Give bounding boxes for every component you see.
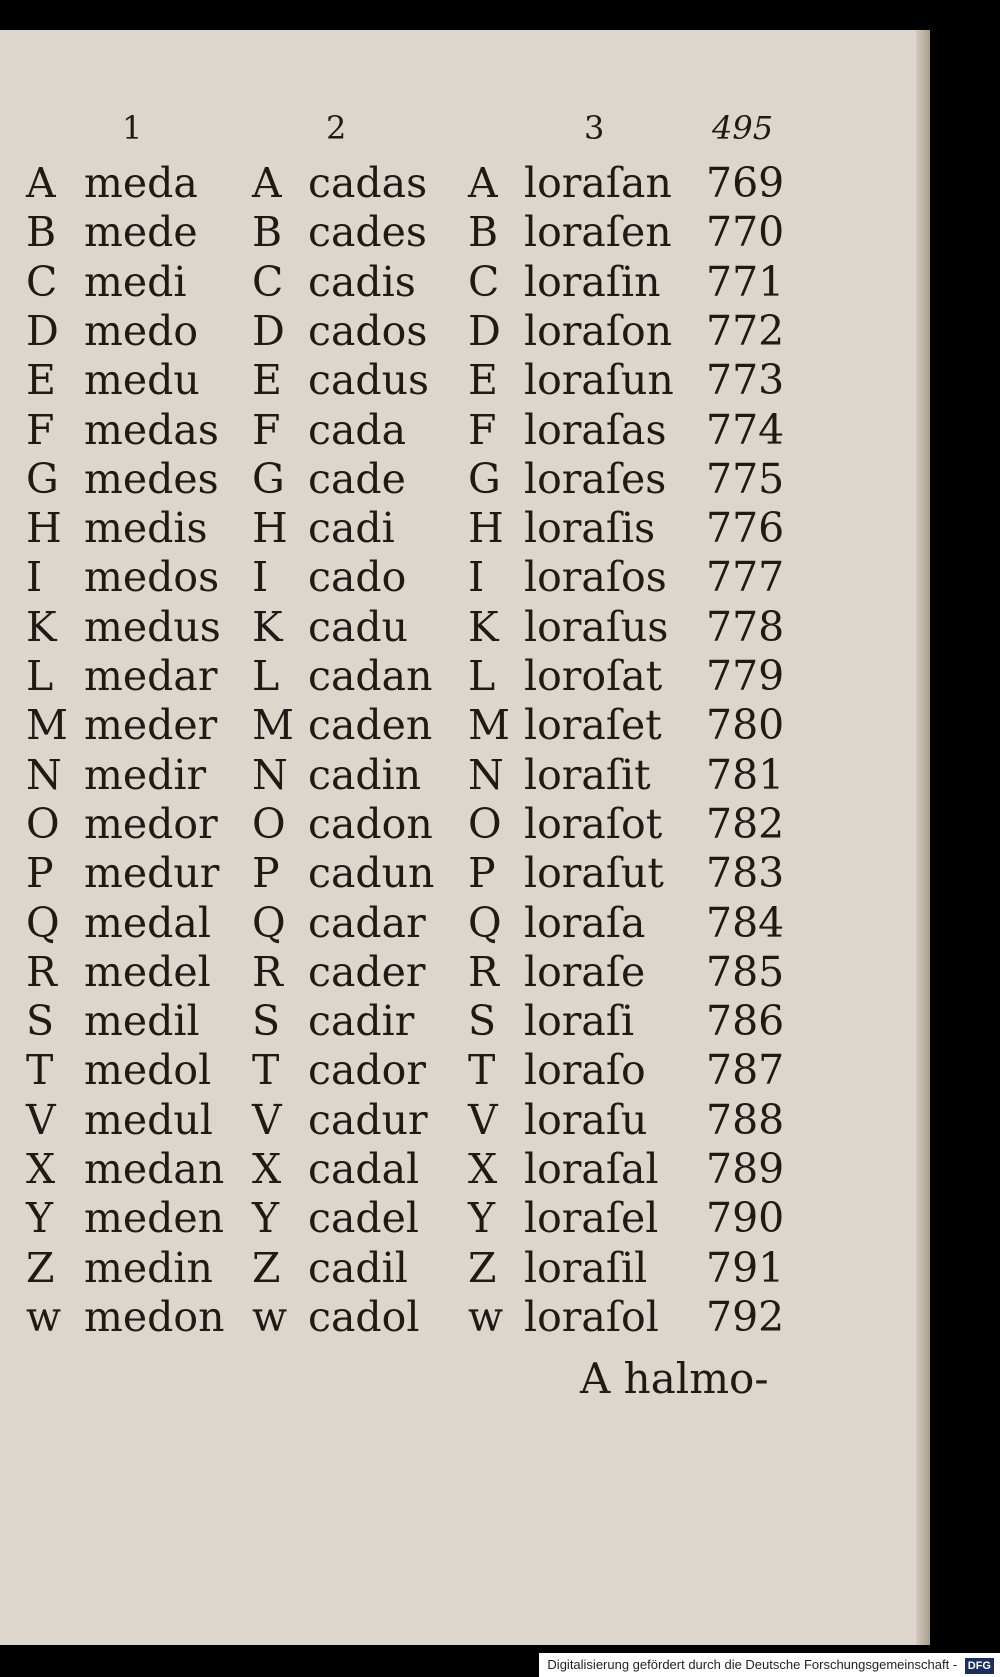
word-col-2: cadol [308, 1293, 420, 1341]
page-number: 495 [712, 109, 774, 147]
letter-col-2: B [252, 208, 283, 256]
word-col-3: loraſel [524, 1194, 659, 1242]
letter-col-2: I [252, 553, 269, 601]
word-col-1: mede [84, 208, 198, 256]
word-col-2: cadel [308, 1194, 420, 1242]
number-col: 780 [706, 701, 785, 749]
word-col-1: medo [84, 307, 199, 355]
word-col-3: loraſot [524, 800, 663, 848]
letter-col-3: O [468, 800, 502, 848]
word-col-3: loraſen [524, 208, 672, 256]
letter-col-1: R [26, 948, 57, 996]
word-col-2: cadas [308, 159, 428, 207]
letter-col-2: X [252, 1145, 282, 1193]
word-col-1: meder [84, 701, 218, 749]
column-number-3: 3 [584, 109, 605, 147]
word-col-1: medan [84, 1145, 225, 1193]
word-col-2: cador [308, 1046, 426, 1094]
word-col-3: loraſal [524, 1145, 659, 1193]
letter-col-3: S [468, 997, 497, 1045]
word-col-2: cadon [308, 800, 433, 848]
table-row [0, 503, 930, 553]
number-col: 774 [706, 406, 785, 454]
number-col: 788 [706, 1096, 785, 1144]
table-row [0, 700, 930, 750]
number-col: 777 [706, 553, 785, 601]
word-col-3: loraſas [524, 406, 667, 454]
number-col: 776 [706, 504, 785, 552]
letter-col-2: M [252, 701, 294, 749]
table-row [0, 454, 930, 504]
word-col-2: cade [308, 455, 406, 503]
letter-col-2: D [252, 307, 285, 355]
word-col-1: medir [84, 751, 207, 799]
number-col: 787 [706, 1046, 785, 1094]
word-col-3: loraſo [524, 1046, 646, 1094]
letter-col-1: C [26, 258, 58, 306]
table-row [0, 651, 930, 701]
table-row [0, 306, 930, 356]
letter-col-3: K [468, 603, 499, 651]
word-col-1: medes [84, 455, 219, 503]
letter-col-2: O [252, 800, 286, 848]
word-col-3: loraſil [524, 1244, 648, 1292]
digitization-credit [539, 1653, 1000, 1677]
letter-col-3: H [468, 504, 504, 552]
word-col-3: loraſis [524, 504, 656, 552]
word-col-2: cadi [308, 504, 395, 552]
word-col-1: medor [84, 800, 218, 848]
letter-col-2: N [252, 751, 288, 799]
word-col-1: medal [84, 899, 211, 947]
credit-text: Digitalisierung gefördert durch die Deutsche Forschungsgemeinschaft - [547, 1657, 958, 1672]
table-row [0, 1095, 930, 1145]
letter-col-1: S [26, 997, 55, 1045]
letter-col-2: S [252, 997, 281, 1045]
table-row [0, 1193, 930, 1243]
letter-col-1: M [26, 701, 68, 749]
table-row [0, 158, 930, 208]
word-col-2: cadil [308, 1244, 408, 1292]
word-col-1: medus [84, 603, 221, 651]
letter-col-1: O [26, 800, 60, 848]
letter-col-1: P [26, 849, 54, 897]
letter-col-3: T [468, 1046, 496, 1094]
letter-col-3: w [468, 1293, 504, 1341]
letter-col-3: B [468, 208, 499, 256]
letter-col-2: A [252, 159, 282, 207]
letter-col-2: H [252, 504, 288, 552]
letter-col-2: R [252, 948, 283, 996]
word-col-3: loraſin [524, 258, 661, 306]
letter-col-2: T [252, 1046, 280, 1094]
number-col: 771 [706, 258, 785, 306]
number-col: 781 [706, 751, 785, 799]
letter-col-2: L [252, 652, 280, 700]
word-col-2: caden [308, 701, 433, 749]
number-col: 769 [706, 159, 785, 207]
word-col-2: cadal [308, 1145, 420, 1193]
word-col-1: medis [84, 504, 208, 552]
number-col: 783 [706, 849, 785, 897]
letter-col-3: I [468, 553, 485, 601]
word-col-2: cadin [308, 751, 422, 799]
dfg-logo-icon: DFG [965, 1658, 994, 1674]
letter-col-1: Q [26, 899, 60, 947]
word-col-2: cadun [308, 849, 435, 897]
word-col-1: meden [84, 1194, 225, 1242]
word-col-2: cades [308, 208, 427, 256]
letter-col-1: Z [26, 1244, 55, 1292]
letter-col-2: P [252, 849, 280, 897]
letter-col-3: M [468, 701, 510, 749]
letter-col-2: G [252, 455, 285, 503]
number-col: 790 [706, 1194, 785, 1242]
letter-col-3: V [468, 1096, 498, 1144]
letter-col-3: R [468, 948, 499, 996]
table-row [0, 405, 930, 455]
word-col-2: cadar [308, 899, 426, 947]
letter-col-1: E [26, 356, 56, 404]
letter-col-2: w [252, 1293, 288, 1341]
letter-col-2: F [252, 406, 281, 454]
word-col-2: cader [308, 948, 426, 996]
word-col-1: meda [84, 159, 198, 207]
letter-col-1: L [26, 652, 54, 700]
table-row [0, 799, 930, 849]
letter-col-3: G [468, 455, 501, 503]
letter-col-2: V [252, 1096, 282, 1144]
word-col-3: loraſit [524, 751, 651, 799]
word-col-3: loraſun [524, 356, 674, 404]
number-col: 791 [706, 1244, 785, 1292]
letter-col-3: Z [468, 1244, 497, 1292]
word-col-3: loraſus [524, 603, 669, 651]
letter-col-2: K [252, 603, 283, 651]
word-col-3: loroſat [524, 652, 663, 700]
letter-col-3: F [468, 406, 497, 454]
word-col-3: loraſu [524, 1096, 648, 1144]
number-col: 782 [706, 800, 785, 848]
letter-col-3: X [468, 1145, 498, 1193]
number-col: 792 [706, 1293, 785, 1341]
number-col: 778 [706, 603, 785, 651]
letter-col-3: P [468, 849, 496, 897]
word-col-3: loraſan [524, 159, 672, 207]
word-col-2: cadu [308, 603, 409, 651]
letter-col-3: Q [468, 899, 502, 947]
column-number-1: 1 [122, 109, 143, 147]
table-row [0, 947, 930, 997]
letter-col-3: Y [468, 1194, 496, 1242]
table-row [0, 848, 930, 898]
letter-col-3: N [468, 751, 504, 799]
column-number-2: 2 [326, 109, 347, 147]
word-col-2: cadir [308, 997, 415, 1045]
word-col-2: cado [308, 553, 407, 601]
letter-col-1: A [26, 159, 56, 207]
letter-col-1: Y [26, 1194, 54, 1242]
number-col: 772 [706, 307, 785, 355]
letter-col-2: C [252, 258, 284, 306]
word-col-3: loraſe [524, 948, 646, 996]
word-col-3: loraſon [524, 307, 673, 355]
letter-col-1: w [26, 1293, 62, 1341]
letter-col-3: C [468, 258, 500, 306]
letter-col-2: Q [252, 899, 286, 947]
letter-col-1: F [26, 406, 55, 454]
catchword: A halmo- [580, 1354, 769, 1403]
column-header-row [0, 103, 930, 153]
word-col-1: medur [84, 849, 220, 897]
letter-col-3: L [468, 652, 496, 700]
number-col: 773 [706, 356, 785, 404]
table-row [0, 207, 930, 257]
word-col-3: loraſi [524, 997, 635, 1045]
word-col-1: medul [84, 1096, 213, 1144]
word-col-1: medos [84, 553, 220, 601]
letter-col-2: Y [252, 1194, 280, 1242]
word-col-1: medar [84, 652, 218, 700]
letter-col-1: T [26, 1046, 54, 1094]
word-col-2: cadur [308, 1096, 428, 1144]
word-col-1: medol [84, 1046, 212, 1094]
letter-col-1: V [26, 1096, 56, 1144]
table-row [0, 1292, 930, 1342]
number-col: 785 [706, 948, 785, 996]
number-col: 786 [706, 997, 785, 1045]
table-row [0, 750, 930, 800]
number-col: 784 [706, 899, 785, 947]
word-col-3: loraſol [524, 1293, 659, 1341]
word-col-1: medas [84, 406, 219, 454]
word-col-2: cados [308, 307, 428, 355]
letter-col-2: Z [252, 1244, 281, 1292]
word-col-1: medin [84, 1244, 213, 1292]
word-col-1: medil [84, 997, 200, 1045]
letter-col-1: K [26, 603, 57, 651]
letter-col-3: D [468, 307, 501, 355]
table-row [0, 1243, 930, 1293]
table-row [0, 257, 930, 307]
word-col-1: medu [84, 356, 200, 404]
letter-col-3: A [468, 159, 498, 207]
letter-col-3: E [468, 356, 498, 404]
letter-col-1: B [26, 208, 57, 256]
table-row [0, 602, 930, 652]
number-col: 789 [706, 1145, 785, 1193]
table-row [0, 1045, 930, 1095]
word-col-3: loraſos [524, 553, 667, 601]
word-col-3: loraſes [524, 455, 667, 503]
number-col: 775 [706, 455, 785, 503]
letter-col-1: I [26, 553, 43, 601]
table-row [0, 552, 930, 602]
letter-col-1: N [26, 751, 62, 799]
word-col-2: cada [308, 406, 407, 454]
word-col-3: loraſet [524, 701, 662, 749]
letter-col-1: D [26, 307, 59, 355]
word-col-1: medon [84, 1293, 225, 1341]
word-col-1: medi [84, 258, 187, 306]
letter-col-2: E [252, 356, 282, 404]
word-col-2: cadus [308, 356, 430, 404]
word-col-2: cadan [308, 652, 433, 700]
table-row [0, 355, 930, 405]
letter-col-1: X [26, 1145, 56, 1193]
word-col-1: medel [84, 948, 211, 996]
letter-col-1: H [26, 504, 62, 552]
table-row [0, 996, 930, 1046]
number-col: 779 [706, 652, 785, 700]
letter-col-1: G [26, 455, 59, 503]
number-col: 770 [706, 208, 785, 256]
table-row [0, 898, 930, 948]
word-col-2: cadis [308, 258, 416, 306]
word-col-3: loraſut [524, 849, 664, 897]
word-col-3: loraſa [524, 899, 646, 947]
table-row [0, 1144, 930, 1194]
